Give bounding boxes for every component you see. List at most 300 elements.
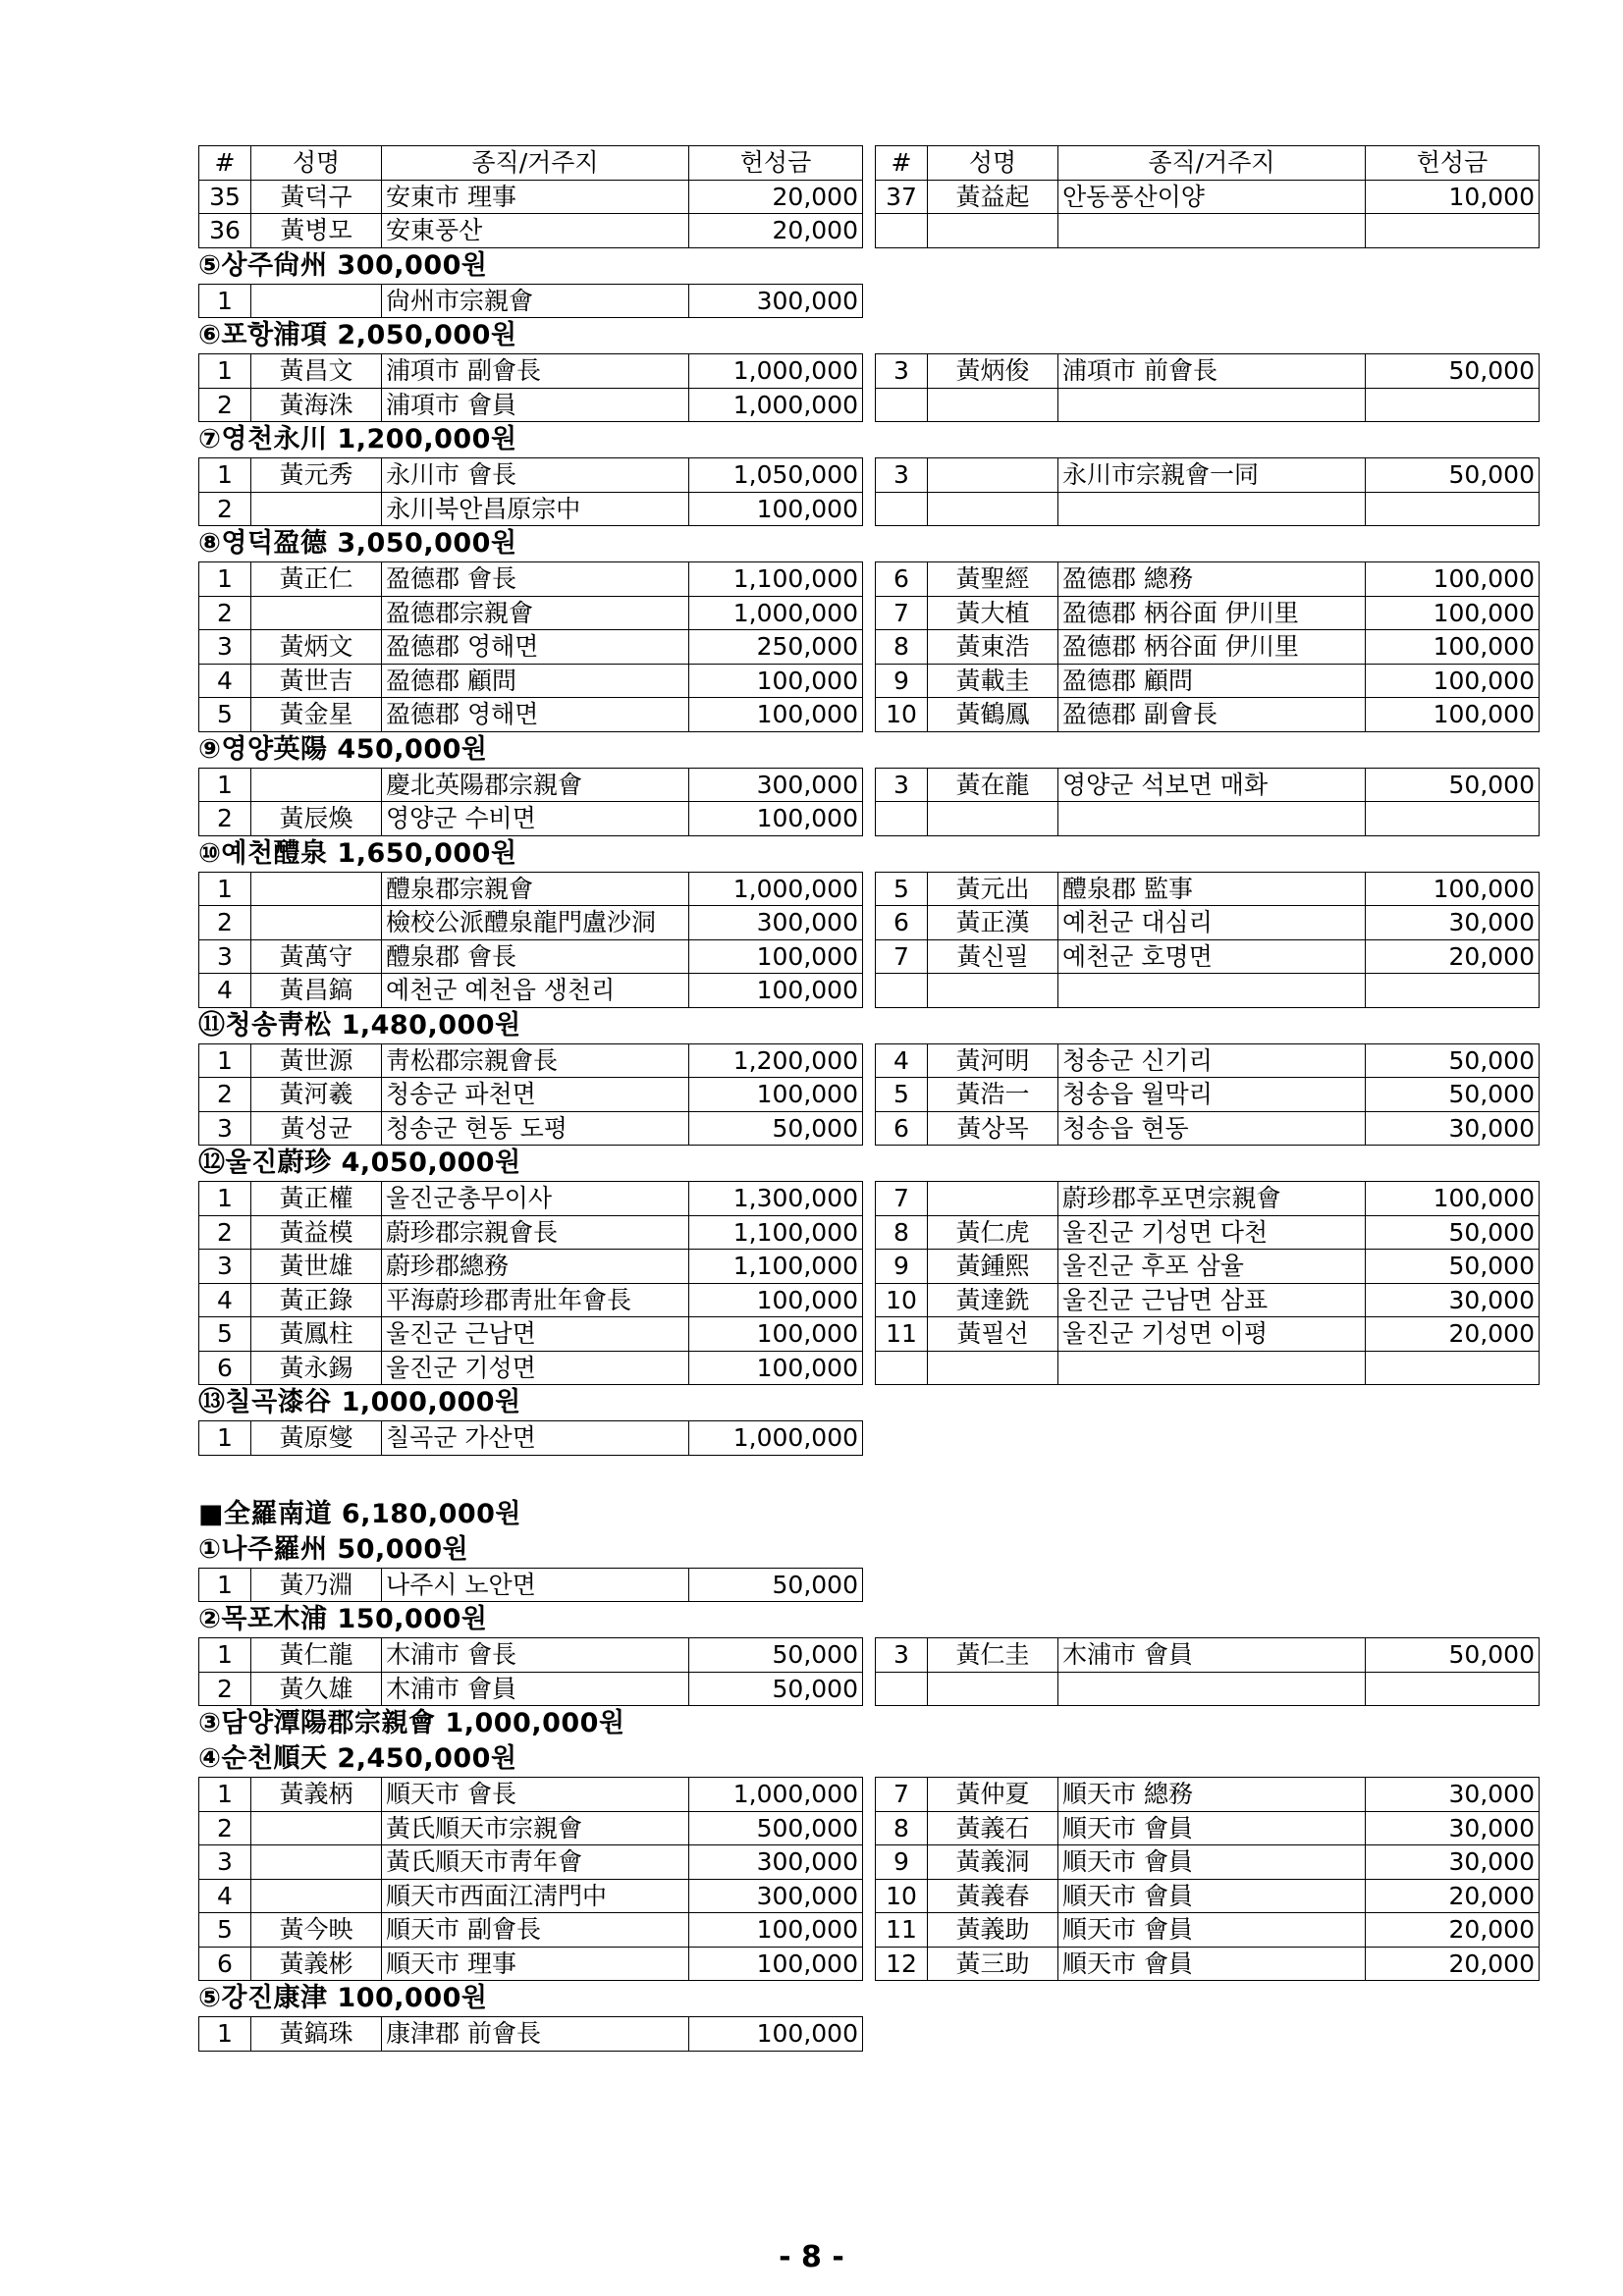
table-row bbox=[199, 974, 1540, 1008]
donor-name bbox=[251, 1811, 382, 1845]
donor-name: 黃浩一 bbox=[928, 1078, 1058, 1112]
position-residence: 黃氏順天市宗親會 bbox=[382, 1811, 689, 1845]
table-row bbox=[199, 2017, 863, 2052]
position-residence: 順天市 會員 bbox=[1058, 1879, 1366, 1913]
column-gap bbox=[863, 1351, 876, 1385]
donor-name: 黃仲夏 bbox=[928, 1778, 1058, 1812]
table-row bbox=[199, 596, 1540, 630]
donor-name: 黃世雄 bbox=[251, 1250, 382, 1284]
table-row bbox=[199, 1778, 1540, 1812]
donation-amount: 30,000 bbox=[1366, 1778, 1540, 1812]
donation-amount: 100,000 bbox=[1366, 562, 1540, 597]
position-residence: 청송군 파천면 bbox=[382, 1078, 689, 1112]
table-row bbox=[199, 768, 1540, 802]
section-heading: ⑤강진康津 100,000원 bbox=[198, 1983, 488, 2013]
row-number: 2 bbox=[199, 388, 251, 422]
donor-name: 黃병모 bbox=[251, 214, 382, 248]
table-row bbox=[199, 1317, 1540, 1352]
header-position: 종직/거주지 bbox=[382, 146, 689, 181]
row-number: 6 bbox=[876, 562, 928, 597]
row-number: 3 bbox=[199, 1111, 251, 1146]
donation-amount: 100,000 bbox=[689, 802, 863, 836]
position-residence: 울진군 근남면 삼표 bbox=[1058, 1283, 1366, 1317]
position-residence: 울진군총무이사 bbox=[382, 1182, 689, 1216]
row-number: 6 bbox=[199, 1351, 251, 1385]
donation-amount bbox=[1366, 974, 1540, 1008]
header-name: 성명 bbox=[928, 146, 1058, 181]
position-residence: 盈德郡 영해면 bbox=[382, 698, 689, 732]
donation-amount: 30,000 bbox=[1366, 1283, 1540, 1317]
donor-name: 黃昌鎬 bbox=[251, 974, 382, 1008]
donor-name: 黃鶴鳳 bbox=[928, 698, 1058, 732]
donation-amount: 1,100,000 bbox=[689, 1250, 863, 1284]
donor-name: 黃東浩 bbox=[928, 630, 1058, 665]
row-number: 4 bbox=[199, 1879, 251, 1913]
donation-amount: 300,000 bbox=[689, 906, 863, 940]
donor-name bbox=[928, 1351, 1058, 1385]
donor-name: 黃聖經 bbox=[928, 562, 1058, 597]
donation-table bbox=[198, 2016, 863, 2052]
column-gap bbox=[863, 974, 876, 1008]
position-residence: 順天市 會員 bbox=[1058, 1811, 1366, 1845]
position-residence: 청송군 신기리 bbox=[1058, 1043, 1366, 1078]
row-number: 10 bbox=[876, 1879, 928, 1913]
position-residence: 청송읍 현동 bbox=[1058, 1111, 1366, 1146]
row-number: 1 bbox=[199, 1568, 251, 1602]
donor-name: 黃正漢 bbox=[928, 906, 1058, 940]
position-residence: 칠곡군 가산면 bbox=[382, 1421, 689, 1456]
donation-amount: 100,000 bbox=[689, 698, 863, 732]
column-gap bbox=[863, 939, 876, 974]
donor-name: 黃萬守 bbox=[251, 939, 382, 974]
row-number: 1 bbox=[199, 1778, 251, 1812]
table-row bbox=[199, 562, 1540, 597]
position-residence bbox=[1058, 1351, 1366, 1385]
column-gap bbox=[863, 180, 876, 214]
donor-name bbox=[928, 214, 1058, 248]
row-number: 1 bbox=[199, 1421, 251, 1456]
donation-amount: 100,000 bbox=[689, 1317, 863, 1352]
column-gap bbox=[863, 1078, 876, 1112]
donor-name: 黃益模 bbox=[251, 1215, 382, 1250]
position-residence: 木浦市 會長 bbox=[382, 1638, 689, 1673]
donor-name bbox=[251, 492, 382, 526]
donation-table bbox=[198, 1568, 863, 1603]
donation-amount: 100,000 bbox=[689, 1283, 863, 1317]
table-row bbox=[199, 1421, 863, 1456]
column-gap bbox=[863, 388, 876, 422]
table-header-row bbox=[199, 146, 1540, 181]
donor-name: 黃金星 bbox=[251, 698, 382, 732]
donation-amount: 20,000 bbox=[1366, 1947, 1540, 1981]
column-gap bbox=[863, 1879, 876, 1913]
donor-name: 黃성균 bbox=[251, 1111, 382, 1146]
position-residence: 黃氏順天市靑年會 bbox=[382, 1845, 689, 1880]
donor-name bbox=[928, 388, 1058, 422]
donation-amount: 300,000 bbox=[689, 284, 863, 318]
column-gap bbox=[863, 1215, 876, 1250]
header-name: 성명 bbox=[251, 146, 382, 181]
table-row bbox=[199, 1879, 1540, 1913]
donation-amount: 50,000 bbox=[689, 1638, 863, 1673]
row-number: 3 bbox=[876, 354, 928, 389]
donor-name: 黃炳文 bbox=[251, 630, 382, 665]
header-number: # bbox=[876, 146, 928, 181]
position-residence: 醴泉郡宗親會 bbox=[382, 872, 689, 906]
table-row bbox=[199, 1182, 1540, 1216]
donor-name: 黃益起 bbox=[928, 180, 1058, 214]
position-residence: 平海蔚珍郡靑壯年會長 bbox=[382, 1283, 689, 1317]
position-residence: 울진군 기성면 bbox=[382, 1351, 689, 1385]
row-number: 2 bbox=[199, 1078, 251, 1112]
donation-amount: 100,000 bbox=[1366, 872, 1540, 906]
donor-name: 黃原燮 bbox=[251, 1421, 382, 1456]
donor-name: 黃義石 bbox=[928, 1811, 1058, 1845]
donor-name bbox=[251, 872, 382, 906]
row-number: 2 bbox=[199, 1672, 251, 1706]
column-gap bbox=[863, 1043, 876, 1078]
row-number: 8 bbox=[876, 1811, 928, 1845]
position-residence: 예천군 대심리 bbox=[1058, 906, 1366, 940]
donation-amount: 100,000 bbox=[689, 492, 863, 526]
donor-name: 黃大植 bbox=[928, 596, 1058, 630]
row-number bbox=[876, 492, 928, 526]
donation-amount: 1,000,000 bbox=[689, 1778, 863, 1812]
donation-table bbox=[198, 1181, 1540, 1385]
position-residence: 蔚珍郡宗親會長 bbox=[382, 1215, 689, 1250]
donation-table bbox=[198, 1637, 1540, 1706]
column-gap bbox=[863, 562, 876, 597]
donor-name bbox=[928, 458, 1058, 493]
row-number: 3 bbox=[876, 458, 928, 493]
row-number: 7 bbox=[876, 1182, 928, 1216]
position-residence: 청송읍 월막리 bbox=[1058, 1078, 1366, 1112]
donation-amount: 20,000 bbox=[1366, 1879, 1540, 1913]
donation-amount: 100,000 bbox=[1366, 596, 1540, 630]
section-heading: ③담양潭陽郡宗親會 1,000,000원 bbox=[198, 1708, 625, 1738]
column-gap bbox=[863, 1913, 876, 1948]
row-number: 1 bbox=[199, 1182, 251, 1216]
position-residence: 檢校公派醴泉龍門盧沙洞 bbox=[382, 906, 689, 940]
position-residence: 盈德郡 영해면 bbox=[382, 630, 689, 665]
donor-name: 黃덕구 bbox=[251, 180, 382, 214]
position-residence: 영양군 석보면 매화 bbox=[1058, 768, 1366, 802]
position-residence: 蔚珍郡總務 bbox=[382, 1250, 689, 1284]
table-row bbox=[199, 284, 863, 318]
position-residence: 康津郡 前會長 bbox=[382, 2017, 689, 2052]
column-gap bbox=[863, 1283, 876, 1317]
donation-table bbox=[198, 457, 1540, 526]
row-number: 1 bbox=[199, 2017, 251, 2052]
row-number: 2 bbox=[199, 802, 251, 836]
section-heading: ⑤상주尙州 300,000원 bbox=[198, 249, 488, 281]
table-row bbox=[199, 1283, 1540, 1317]
row-number bbox=[876, 388, 928, 422]
position-residence bbox=[1058, 388, 1366, 422]
position-residence: 安東市 理事 bbox=[382, 180, 689, 214]
row-number: 8 bbox=[876, 1215, 928, 1250]
donation-amount: 1,300,000 bbox=[689, 1182, 863, 1216]
row-number: 4 bbox=[199, 664, 251, 698]
donation-amount: 100,000 bbox=[689, 1078, 863, 1112]
table-row bbox=[199, 664, 1540, 698]
donor-name: 黃鎬珠 bbox=[251, 2017, 382, 2052]
row-number: 1 bbox=[199, 1043, 251, 1078]
column-gap bbox=[863, 1778, 876, 1812]
position-residence: 木浦市 會員 bbox=[382, 1672, 689, 1706]
row-number bbox=[876, 214, 928, 248]
page-number: - 8 - bbox=[779, 2240, 844, 2274]
table-row bbox=[199, 1078, 1540, 1112]
donation-amount: 100,000 bbox=[689, 2017, 863, 2052]
donation-amount: 10,000 bbox=[1366, 180, 1540, 214]
donor-name: 黃正仁 bbox=[251, 562, 382, 597]
donor-name: 黃在龍 bbox=[928, 768, 1058, 802]
donation-table bbox=[198, 145, 1540, 248]
row-number: 2 bbox=[199, 596, 251, 630]
section-heading: ②목포木浦 150,000원 bbox=[198, 1604, 488, 1634]
column-gap bbox=[863, 1250, 876, 1284]
donor-name: 黃仁虎 bbox=[928, 1215, 1058, 1250]
position-residence: 順天市 會員 bbox=[1058, 1947, 1366, 1981]
column-gap bbox=[863, 1672, 876, 1706]
donor-name: 黃義彬 bbox=[251, 1947, 382, 1981]
donation-amount: 1,100,000 bbox=[689, 562, 863, 597]
row-number bbox=[876, 1351, 928, 1385]
header-amount: 헌성금 bbox=[1366, 146, 1540, 181]
donor-name: 黃今映 bbox=[251, 1913, 382, 1948]
position-residence: 順天市 會員 bbox=[1058, 1913, 1366, 1948]
donation-amount: 20,000 bbox=[689, 180, 863, 214]
row-number: 2 bbox=[199, 492, 251, 526]
donor-name: 黃義洞 bbox=[928, 1845, 1058, 1880]
position-residence: 盈德郡 柄谷面 伊川里 bbox=[1058, 630, 1366, 665]
row-number bbox=[876, 974, 928, 1008]
column-gap bbox=[863, 146, 876, 181]
position-residence: 盈德郡宗親會 bbox=[382, 596, 689, 630]
section-heading: ⑥포항浦項 2,050,000원 bbox=[198, 320, 517, 350]
row-number: 9 bbox=[876, 1250, 928, 1284]
donation-amount: 50,000 bbox=[1366, 768, 1540, 802]
donation-amount bbox=[1366, 388, 1540, 422]
donor-name: 黃世源 bbox=[251, 1043, 382, 1078]
donor-name: 黃世吉 bbox=[251, 664, 382, 698]
position-residence: 靑松郡宗親會長 bbox=[382, 1043, 689, 1078]
row-number: 10 bbox=[876, 698, 928, 732]
position-residence: 安東풍산 bbox=[382, 214, 689, 248]
table-row bbox=[199, 1672, 1540, 1706]
donor-name bbox=[928, 1672, 1058, 1706]
row-number: 4 bbox=[199, 1283, 251, 1317]
donation-table bbox=[198, 284, 863, 319]
row-number: 7 bbox=[876, 596, 928, 630]
donation-amount: 50,000 bbox=[1366, 458, 1540, 493]
position-residence: 永川市 會長 bbox=[382, 458, 689, 493]
row-number: 2 bbox=[199, 1811, 251, 1845]
table-row bbox=[199, 630, 1540, 665]
table-row bbox=[199, 1043, 1540, 1078]
donor-name: 黃海洙 bbox=[251, 388, 382, 422]
donor-name: 黃乃淵 bbox=[251, 1568, 382, 1602]
position-residence: 順天市 會長 bbox=[382, 1778, 689, 1812]
donation-table bbox=[198, 353, 1540, 422]
donation-amount: 1,000,000 bbox=[689, 1421, 863, 1456]
position-residence: 永川북안昌原宗中 bbox=[382, 492, 689, 526]
row-number: 5 bbox=[876, 872, 928, 906]
position-residence: 蔚珍郡후포면宗親會 bbox=[1058, 1182, 1366, 1216]
donor-name: 黃仁龍 bbox=[251, 1638, 382, 1673]
position-residence: 浦項市 會員 bbox=[382, 388, 689, 422]
position-residence: 浦項市 副會長 bbox=[382, 354, 689, 389]
position-residence: 盈德郡 柄谷面 伊川里 bbox=[1058, 596, 1366, 630]
position-residence: 盈德郡 副會長 bbox=[1058, 698, 1366, 732]
donation-amount: 100,000 bbox=[689, 1947, 863, 1981]
row-number: 36 bbox=[199, 214, 251, 248]
position-residence bbox=[1058, 492, 1366, 526]
column-gap bbox=[863, 1947, 876, 1981]
position-residence bbox=[1058, 214, 1366, 248]
donation-amount: 30,000 bbox=[1366, 1811, 1540, 1845]
donor-name: 黃河明 bbox=[928, 1043, 1058, 1078]
position-residence: 울진군 기성면 이평 bbox=[1058, 1317, 1366, 1352]
row-number: 5 bbox=[199, 1317, 251, 1352]
donation-table bbox=[198, 768, 1540, 836]
donation-amount: 50,000 bbox=[1366, 1043, 1540, 1078]
donor-name bbox=[251, 1845, 382, 1880]
donation-amount: 50,000 bbox=[1366, 1638, 1540, 1673]
position-residence: 영양군 수비면 bbox=[382, 802, 689, 836]
donor-name bbox=[928, 492, 1058, 526]
table-row bbox=[199, 1947, 1540, 1981]
row-number bbox=[876, 1672, 928, 1706]
row-number: 3 bbox=[199, 939, 251, 974]
donation-amount: 30,000 bbox=[1366, 1111, 1540, 1146]
donor-name bbox=[251, 284, 382, 318]
column-gap bbox=[863, 1638, 876, 1673]
row-number: 1 bbox=[199, 768, 251, 802]
donor-name: 黃達銑 bbox=[928, 1283, 1058, 1317]
donation-amount: 1,000,000 bbox=[689, 354, 863, 389]
column-gap bbox=[863, 906, 876, 940]
row-number: 37 bbox=[876, 180, 928, 214]
column-gap bbox=[863, 802, 876, 836]
column-gap bbox=[863, 1811, 876, 1845]
position-residence: 울진군 기성면 다천 bbox=[1058, 1215, 1366, 1250]
donor-name: 黃元秀 bbox=[251, 458, 382, 493]
donation-amount: 100,000 bbox=[689, 939, 863, 974]
column-gap bbox=[863, 1845, 876, 1880]
donor-name: 黃三助 bbox=[928, 1947, 1058, 1981]
donation-amount: 500,000 bbox=[689, 1811, 863, 1845]
table-row bbox=[199, 872, 1540, 906]
table-row bbox=[199, 1638, 1540, 1673]
row-number: 1 bbox=[199, 872, 251, 906]
position-residence: 順天市 理事 bbox=[382, 1947, 689, 1981]
donation-amount: 100,000 bbox=[1366, 1182, 1540, 1216]
row-number: 1 bbox=[199, 1638, 251, 1673]
donor-name: 黃신필 bbox=[928, 939, 1058, 974]
position-residence: 안동풍산이양 bbox=[1058, 180, 1366, 214]
row-number: 4 bbox=[876, 1043, 928, 1078]
donor-name: 黃炳俊 bbox=[928, 354, 1058, 389]
header-amount: 헌성금 bbox=[689, 146, 863, 181]
position-residence: 永川市宗親會一同 bbox=[1058, 458, 1366, 493]
table-row bbox=[199, 1250, 1540, 1284]
donation-amount: 1,100,000 bbox=[689, 1215, 863, 1250]
position-residence: 盈德郡 顧問 bbox=[1058, 664, 1366, 698]
position-residence: 順天市 副會長 bbox=[382, 1913, 689, 1948]
table-row bbox=[199, 698, 1540, 732]
table-row bbox=[199, 802, 1540, 836]
donation-amount: 100,000 bbox=[689, 1351, 863, 1385]
donor-name bbox=[928, 1182, 1058, 1216]
row-number: 3 bbox=[199, 630, 251, 665]
section-heading: ⑨영양英陽 450,000원 bbox=[198, 733, 488, 765]
table-row bbox=[199, 458, 1540, 493]
donation-amount: 20,000 bbox=[1366, 939, 1540, 974]
position-residence: 浦項市 前會長 bbox=[1058, 354, 1366, 389]
position-residence: 醴泉郡 會長 bbox=[382, 939, 689, 974]
donor-name: 黃상목 bbox=[928, 1111, 1058, 1146]
section-heading: ⑩예천醴泉 1,650,000원 bbox=[198, 837, 517, 869]
position-residence bbox=[1058, 974, 1366, 1008]
row-number: 6 bbox=[876, 906, 928, 940]
donation-amount: 1,000,000 bbox=[689, 388, 863, 422]
column-gap bbox=[863, 768, 876, 802]
row-number: 1 bbox=[199, 284, 251, 318]
position-residence bbox=[1058, 802, 1366, 836]
position-residence: 順天市西面江淸門中 bbox=[382, 1879, 689, 1913]
donor-name: 黃鳳柱 bbox=[251, 1317, 382, 1352]
donor-name: 黃昌文 bbox=[251, 354, 382, 389]
donation-amount: 300,000 bbox=[689, 768, 863, 802]
donation-amount: 100,000 bbox=[689, 1913, 863, 1948]
row-number: 2 bbox=[199, 1215, 251, 1250]
header-number: # bbox=[199, 146, 251, 181]
donation-table bbox=[198, 1043, 1540, 1147]
row-number: 6 bbox=[199, 1947, 251, 1981]
donation-amount: 100,000 bbox=[1366, 630, 1540, 665]
row-number: 5 bbox=[199, 698, 251, 732]
table-row bbox=[199, 1111, 1540, 1146]
row-number: 7 bbox=[876, 1778, 928, 1812]
donation-amount: 1,000,000 bbox=[689, 872, 863, 906]
section-heading: ⑪청송靑松 1,480,000원 bbox=[198, 1009, 521, 1041]
donation-amount: 50,000 bbox=[689, 1672, 863, 1706]
donor-name: 黃正權 bbox=[251, 1182, 382, 1216]
donor-name bbox=[928, 802, 1058, 836]
spacer bbox=[198, 1456, 1475, 1497]
position-residence bbox=[1058, 1672, 1366, 1706]
table-row bbox=[199, 388, 1540, 422]
donor-name: 黃辰煥 bbox=[251, 802, 382, 836]
row-number: 4 bbox=[199, 974, 251, 1008]
donation-amount bbox=[1366, 802, 1540, 836]
row-number: 1 bbox=[199, 354, 251, 389]
table-row bbox=[199, 180, 1540, 214]
donation-amount: 100,000 bbox=[689, 974, 863, 1008]
position-residence: 울진군 근남면 bbox=[382, 1317, 689, 1352]
donor-name: 黃義助 bbox=[928, 1913, 1058, 1948]
donation-amount: 1,050,000 bbox=[689, 458, 863, 493]
row-number: 12 bbox=[876, 1947, 928, 1981]
donation-table bbox=[198, 1420, 863, 1456]
donation-amount bbox=[1366, 492, 1540, 526]
donor-name: 黃載圭 bbox=[928, 664, 1058, 698]
donation-amount: 50,000 bbox=[1366, 354, 1540, 389]
donation-amount: 20,000 bbox=[1366, 1317, 1540, 1352]
column-gap bbox=[863, 872, 876, 906]
